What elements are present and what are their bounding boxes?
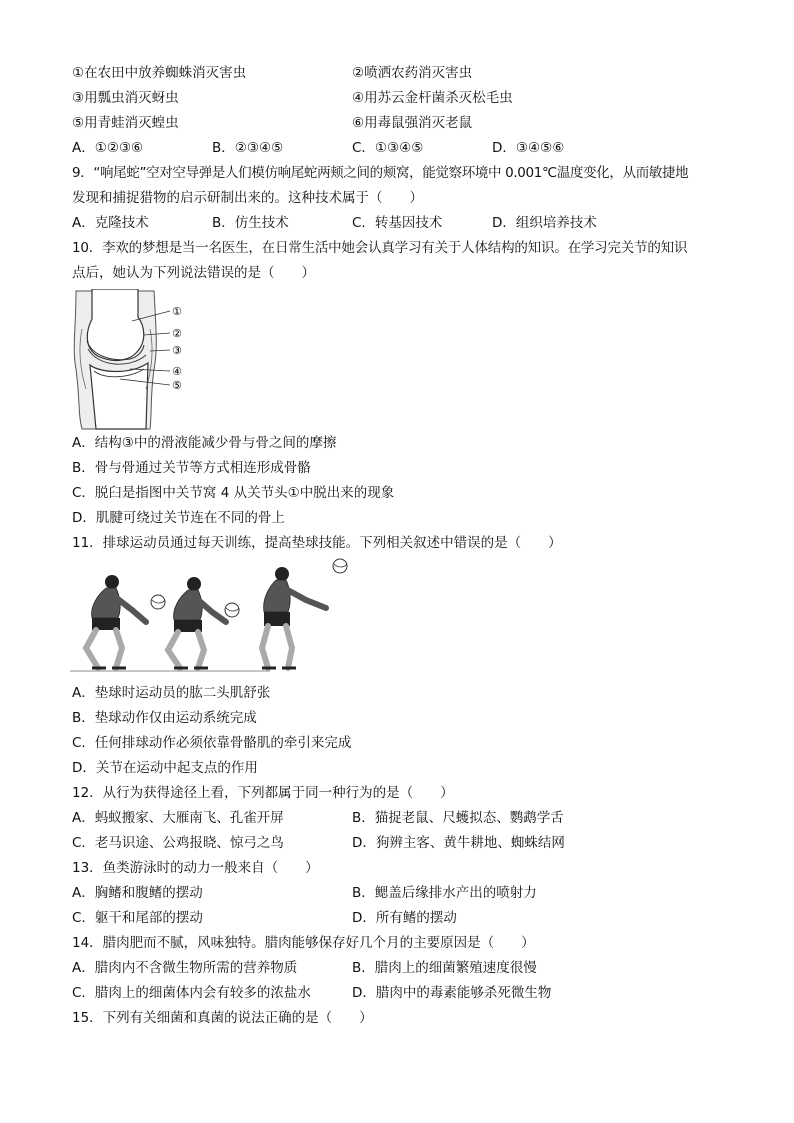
q10-stem-line2: 点后，她认为下列说法错误的是（ ） <box>72 265 315 281</box>
q9-stem-line1: 9．“响尾蛇”空对空导弹是人们模仿响尾蛇两颊之间的颊窝，能觉察环境中 0.001℃温度变化，从而敏捷地 <box>72 165 689 181</box>
player-3 <box>262 567 326 668</box>
player-2 <box>168 577 226 668</box>
label-4: ④ <box>172 365 182 378</box>
q9-option-a: A．克隆技术 <box>72 215 149 231</box>
q10-option-c: C．脱臼是指图中关节窝 4 从关节头①中脱出来的现象 <box>72 485 395 501</box>
q8-option-d: D．③④⑤⑥ <box>492 140 565 156</box>
q8-item-1: ①在农田中放养蜘蛛消灭害虫 <box>72 65 247 81</box>
q15-stem: 15．下列有关细菌和真菌的说法正确的是（ ） <box>72 1010 373 1026</box>
q11-option-b: B．垫球动作仅由运动系统完成 <box>72 710 257 726</box>
knee-joint-diagram <box>70 289 200 431</box>
q12-option-d: D．狗辨主客、黄牛耕地、蜘蛛结网 <box>352 835 565 851</box>
q12-option-b: B．猫捉老鼠、尺蠖拟态、鹦鹉学舌 <box>352 810 564 826</box>
q11-stem: 11．排球运动员通过每天训练，提高垫球技能。下列相关叙述中错误的是（ ） <box>72 535 562 551</box>
q10-option-b: B．骨与骨通过关节等方式相连形成骨骼 <box>72 460 311 476</box>
q8-option-c: C．①③④⑤ <box>352 140 424 156</box>
q14-option-d: D．腊肉中的毒素能够杀死微生物 <box>352 985 552 1001</box>
q11-option-a: A．垫球时运动员的肱二头肌舒张 <box>72 685 271 701</box>
q9-stem-line2: 发现和捕捉猎物的启示研制出来的。这种技术属于（ ） <box>72 190 423 206</box>
q8-option-b: B．②③④⑤ <box>212 140 284 156</box>
label-3: ③ <box>172 344 182 357</box>
q9-option-b: B．仿生技术 <box>212 215 289 231</box>
q9-option-c: C．转基因技术 <box>352 215 443 231</box>
q10-stem-line1: 10．李欢的梦想是当一名医生，在日常生活中她会认真学习有关于人体结构的知识。在学习完关节的知识 <box>72 240 688 256</box>
q8-item-4: ④用苏云金杆菌杀灭松毛虫 <box>352 90 513 106</box>
q11-option-d: D．关节在运动中起支点的作用 <box>72 760 258 776</box>
q14-option-c: C．腊肉上的细菌体内会有较多的浓盐水 <box>72 985 311 1001</box>
q14-option-a: A．腊肉内不含微生物所需的营养物质 <box>72 960 298 976</box>
player-1 <box>86 575 146 668</box>
q8-item-2: ②喷洒农药消灭害虫 <box>352 65 473 81</box>
q8-item-6: ⑥用毒鼠强消灭老鼠 <box>352 115 473 131</box>
q9-option-d: D．组织培养技术 <box>492 215 597 231</box>
q13-option-a: A．胸鳍和腹鳍的摆动 <box>72 885 203 901</box>
label-1: ① <box>172 305 182 318</box>
q8-option-a: A．①②③⑥ <box>72 140 144 156</box>
q13-option-b: B．鳃盖后缘排水产出的喷射力 <box>352 885 537 901</box>
q8-item-3: ③用瓢虫消灭蚜虫 <box>72 90 179 106</box>
q12-option-a: A．蚂蚁搬家、大雁南飞、孔雀开屏 <box>72 810 284 826</box>
q10-option-d: D．肌腱可绕过关节连在不同的骨上 <box>72 510 285 526</box>
q11-option-c: C．任何排球动作必须依靠骨骼肌的牵引来完成 <box>72 735 352 751</box>
q13-option-d: D．所有鳍的摆动 <box>352 910 457 926</box>
label-5: ⑤ <box>172 379 182 392</box>
q8-item-5: ⑤用青蛙消灭蝗虫 <box>72 115 179 131</box>
q12-option-c: C．老马识途、公鸡报晓、惊弓之鸟 <box>72 835 284 851</box>
volleyball-players-illustration <box>70 556 355 674</box>
q13-stem: 13．鱼类游泳时的动力一般来自（ ） <box>72 860 319 876</box>
q14-option-b: B．腊肉上的细菌繁殖速度很慢 <box>352 960 537 976</box>
label-2: ② <box>172 327 182 340</box>
q10-option-a: A．结构③中的滑液能减少骨与骨之间的摩擦 <box>72 435 337 451</box>
q13-option-c: C．躯干和尾部的摆动 <box>72 910 203 926</box>
q12-stem: 12．从行为获得途径上看，下列都属于同一种行为的是（ ） <box>72 785 454 801</box>
q14-stem: 14．腊肉肥而不腻，风味独特。腊肉能够保存好几个月的主要原因是（ ） <box>72 935 535 951</box>
